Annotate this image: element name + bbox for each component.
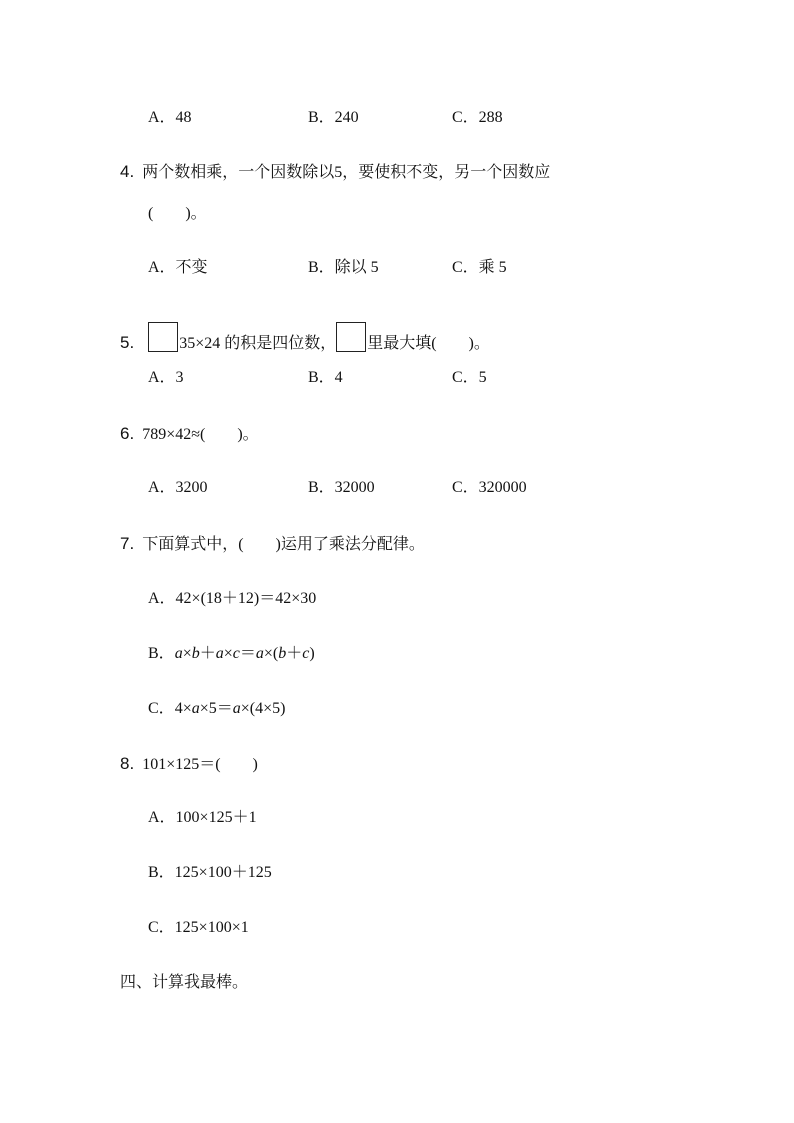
question-text: 两个数相乘，一个因数除以5，要使积不变，另一个因数应: [142, 164, 551, 181]
question-number: 5.: [120, 333, 135, 352]
q3-option-a: A．48: [148, 109, 192, 126]
q6-option-b: B．32000: [308, 479, 375, 496]
q6-option-c: C．320000: [452, 479, 527, 496]
q8-option-a: A．100×125＋1: [148, 809, 257, 826]
q8-option-b: B．125×100＋125: [148, 864, 272, 881]
question-4: [120, 162, 550, 183]
q5-option-c: C．5: [452, 369, 487, 386]
q7-option-a: A．42×(18＋12)＝42×30: [148, 590, 317, 607]
question-text: 下面算式中，( )运用了乘法分配律。: [142, 536, 425, 553]
question-4-blank: ( )。: [148, 205, 207, 222]
option-label: B．: [148, 645, 175, 662]
question-text-part1: 35×24 的积是四位数，: [179, 335, 337, 352]
q3-option-b: B．240: [308, 109, 359, 126]
blank-box: [148, 322, 178, 352]
q7-option-b: B．a×b＋a×c＝a×(b＋c): [148, 645, 315, 662]
question-number: 6.: [120, 424, 135, 443]
q4-option-a: A．不变: [148, 259, 208, 276]
option-label: C．: [148, 700, 175, 717]
question-number: 4.: [120, 162, 135, 181]
question-number: 8.: [120, 754, 135, 773]
question-number: 7.: [120, 534, 135, 553]
q4-option-c: C．乘 5: [452, 259, 507, 276]
question-8: [120, 754, 258, 775]
question-6: [120, 424, 259, 445]
section-heading: 四、计算我最棒。: [120, 974, 249, 991]
q6-option-a: A．3200: [148, 479, 208, 496]
blank-box: [336, 322, 366, 352]
option-text: 4×: [174, 700, 192, 717]
question-text-part2: 里最大填( )。: [367, 335, 490, 352]
q3-option-c: C．288: [452, 109, 503, 126]
question-5: [120, 322, 490, 354]
question-text: 101×125＝( ): [142, 756, 258, 773]
q7-option-c: C．4×a×5＝a×(4×5): [148, 700, 286, 717]
question-text: 789×42≈( )。: [142, 426, 259, 443]
q4-option-b: B．除以 5: [308, 259, 379, 276]
q5-option-a: A．3: [148, 369, 184, 386]
question-7: [120, 534, 425, 555]
q8-option-c: C．125×100×1: [148, 919, 249, 936]
q5-option-b: B．4: [308, 369, 343, 386]
